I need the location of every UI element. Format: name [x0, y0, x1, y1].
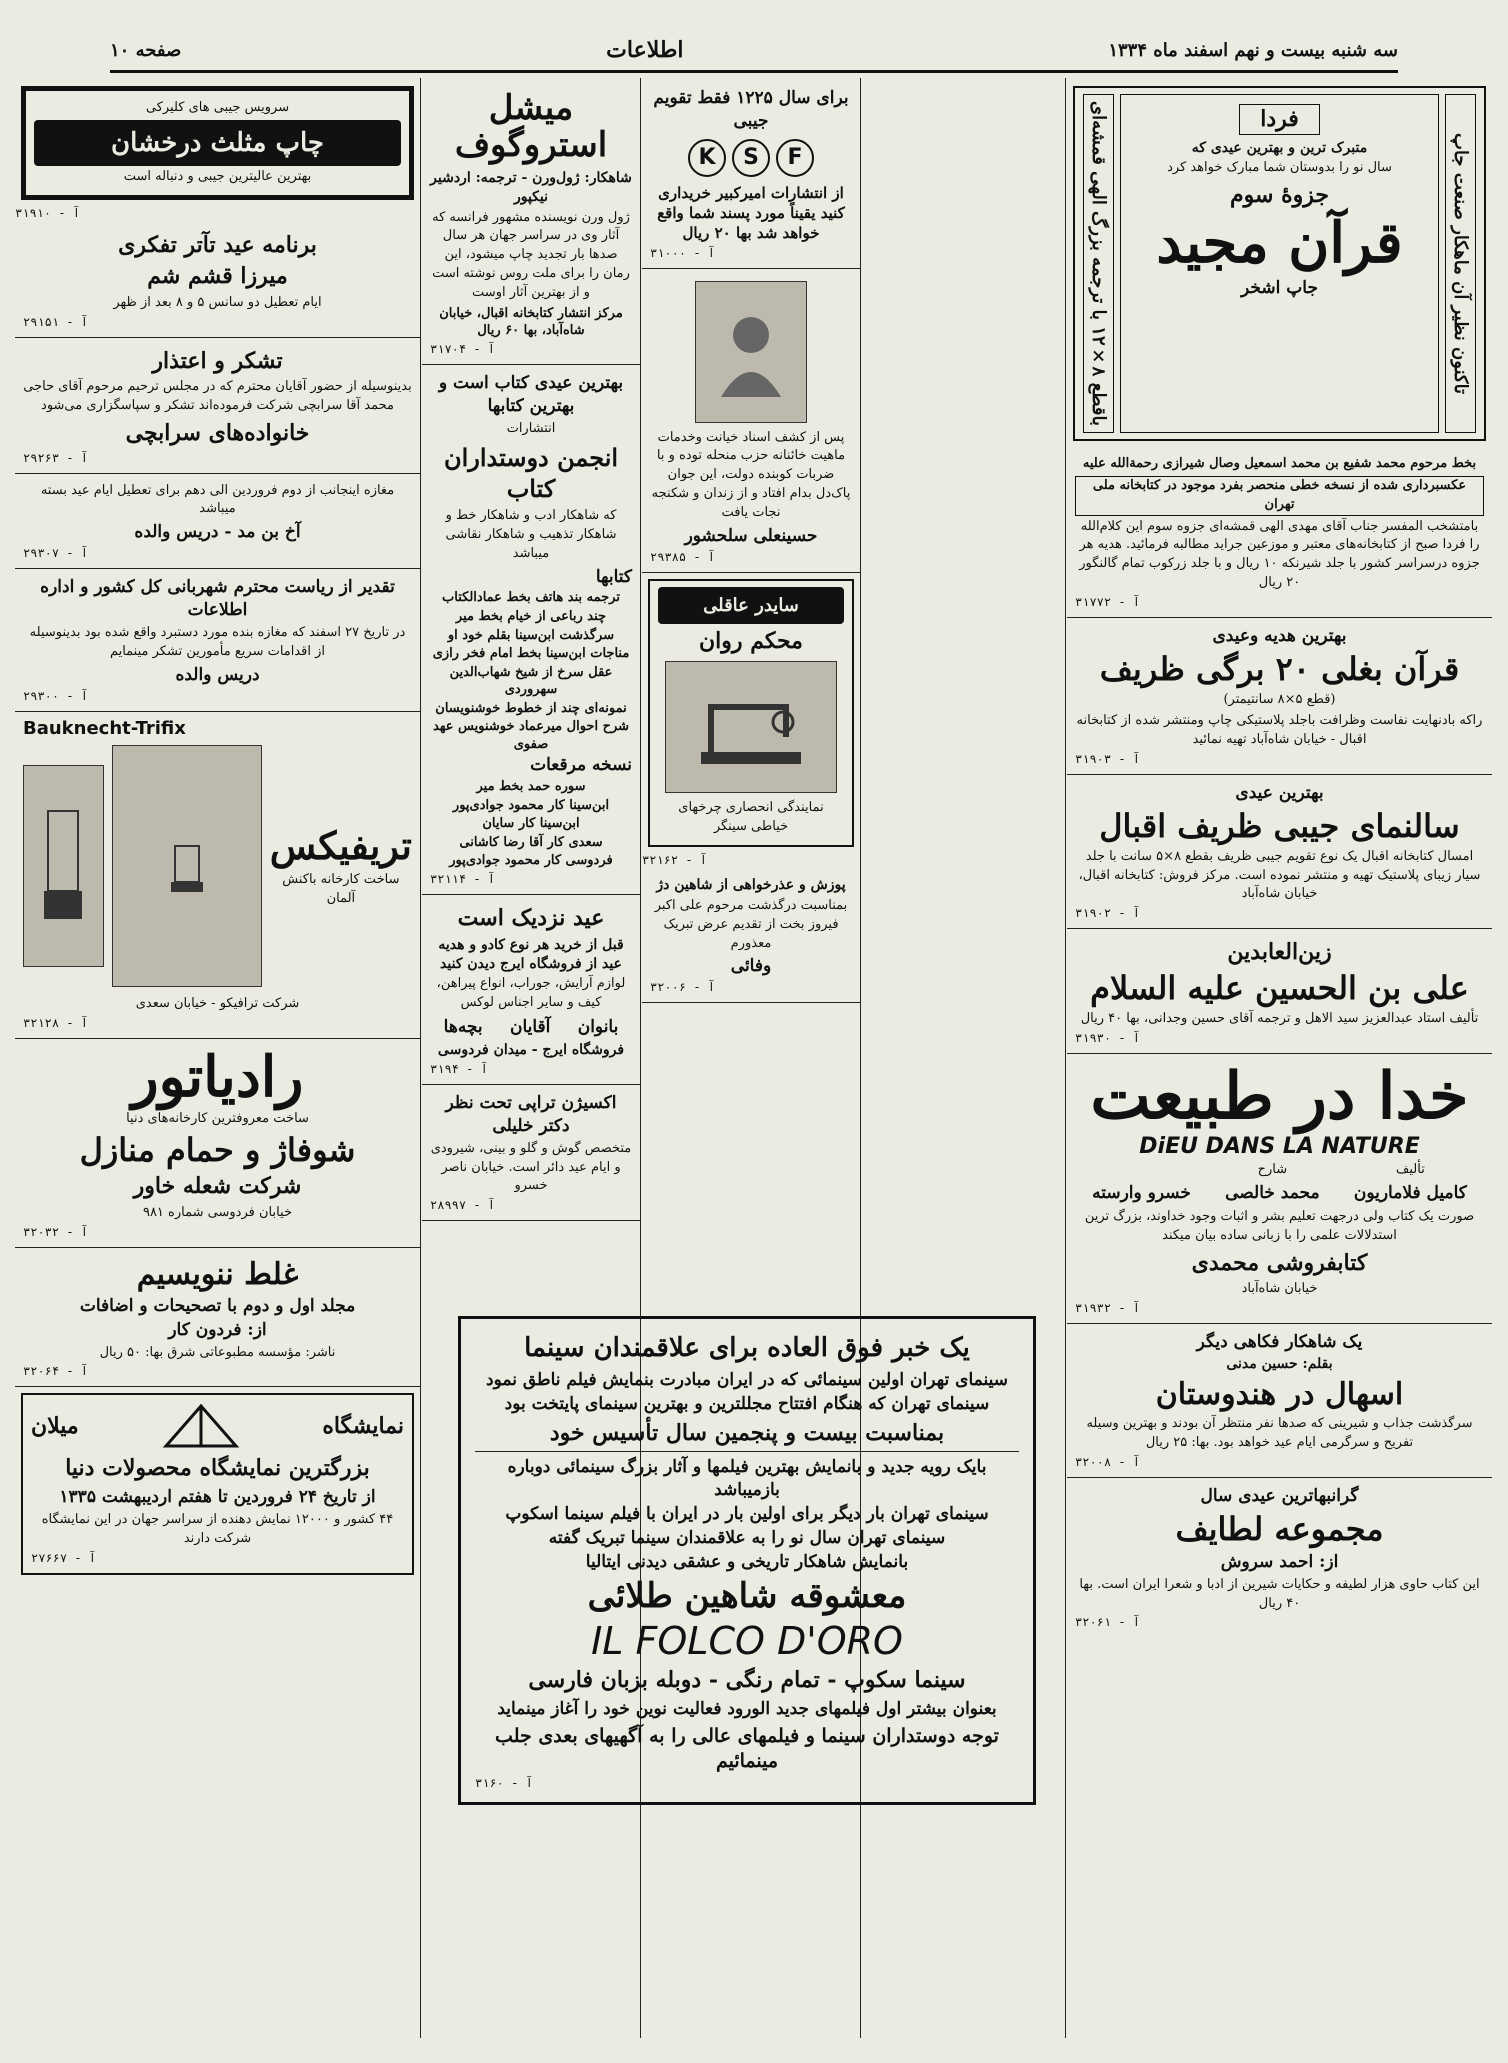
quran-body: بامتشخب المفسر جناب آقای مهدی الهی قمشه‌ای جزوه سوم این کلام‌الله را فردا صبح از کتابخانه‌های معتبر و موزعین جراید مطالبه فرمائید. هدیه هر جزوه درسراسر کشور با جلد شیرنکه ۱۰ ریال و با جلد زرکوب تمام گالنگور ۲۰ ریال [1079, 518, 1480, 591]
quran-side-left: باقطع ۸×۱۲ با ترجمه بزرگ الهی قمشه‌ای [1083, 94, 1114, 433]
gratitude-ad [15, 569, 420, 712]
cinema-line: بمناسبت بیست و پنجمین سال تأسیس خود [549, 1419, 945, 1446]
eid-ad [422, 895, 640, 1085]
milan-right: نمایشگاه [322, 1413, 404, 1440]
gratitude-sign: دریس والده [175, 664, 260, 685]
quran-side-right: تاکنون نظیر آن ماهکار صنعت جاپ [1445, 94, 1476, 433]
ad-code: آ - ۳۱۶۰ [475, 1776, 533, 1791]
ad-code: آ - ۳۲۰۶۱ [1075, 1615, 1141, 1630]
cinema-format: سینما سکوپ - تمام رنگی - دوبله بزبان فارسی [528, 1667, 966, 1694]
ad-code: آ - ۲۹۲۶۳ [23, 450, 89, 465]
god-nature-author: کامیل فلاماریون [1353, 1183, 1467, 1204]
quran-intro: متبرک ترین و بهترین عیدی که [1191, 139, 1368, 156]
ad-code: آ - ۳۲۱۱۴ [430, 872, 496, 887]
ghalat-ad [15, 1248, 420, 1388]
kitab-item: مناجات ابن‌سینا بخط امام فخر رازی [432, 646, 630, 662]
quran-ad [1073, 86, 1486, 441]
kitab-item: عقل سرخ از شیخ شهاب‌الدین سهروردی [449, 664, 613, 698]
michel-body: ژول ورن نویسنده مشهور فرانسه که آثار وی در سراسر جهان هر سال صدها بار تجدید چاپ میشود، این رمان را برای ملت روس نوشته است و از بهترین آثار اوست [432, 209, 630, 300]
ad-code: آ - ۳۲۰۳۲ [23, 1224, 89, 1239]
thanks-sign: خانواده‌های سرابچی [125, 420, 310, 446]
cinema-line: بانمایش شاهکار تاریخی و عشقی دیدنی ایتالیا [585, 1552, 909, 1573]
kitab-item: فردوسی کار محمود جوادی‌پور [449, 853, 613, 869]
anthology-body: این کتاب حاوی هزار لطیفه و حکایات شیرین از ادبا و شعرا ایران است. بها ۴۰ ریال [1079, 1576, 1480, 1611]
apology-ad [642, 869, 860, 1003]
ad-code: آ - ۳۱۰۰۰ [650, 245, 716, 260]
radiator-address: خیابان فردوسی شماره ۹۸۱ [142, 1204, 293, 1220]
kitab-label: انتشارات [506, 420, 556, 436]
radiator-ad [15, 1039, 420, 1248]
kitab-item: سعدی کار آقا رضا کاشانی [459, 834, 603, 850]
milan-date: از تاریخ ۲۴ فروردین تا هفتم اردیبهشت ۱۳۳۵ [59, 1486, 376, 1507]
program-name: میرزا قشم شم [147, 263, 288, 290]
kitab-item: چند رباعی از خیام بخط میر [455, 608, 607, 624]
cinema-line: سینمای تهران اولین سینمائی که در ایران مبادرت بنمایش فیلم ناطق نمود [486, 1369, 1008, 1390]
person-icon [716, 307, 786, 397]
anthology-author: از: احمد سروش [1220, 1551, 1339, 1572]
milan-title: بزرگترین نمایشگاه محصولات دنیا [65, 1455, 370, 1482]
bauknecht-company: شرکت ترافیکو - خیابان سعدی [135, 995, 300, 1011]
quran-sub: جاپ اشخر [1241, 277, 1318, 298]
apology-body: بمناسبت درگذشت مرحوم علی اکبر فیروز بخت از تقدیم عرض تبریک معذورم [654, 897, 848, 951]
kitab-item: سرگذشت ابن‌سینا بقلم خود او [447, 627, 615, 643]
pocket-quran-kicker: بهترین هدیه وعیدی [1212, 625, 1347, 646]
ad-code: آ - ۳۱۹۳۲ [1075, 1301, 1141, 1316]
god-nature-pub: کتابفروشی محمدی [1191, 1249, 1368, 1276]
calendar-title: برای سال ۱۲۲۵ فقط تقویم جیبی [653, 88, 849, 131]
calendar-body: از انتشارات امیرکبیر خریداری کنید یقیناً مورد پسند شما واقع خواهد شد بها ۲۰ ریال [657, 183, 845, 243]
bauknecht-brand: Bauknecht-Trifix [23, 717, 186, 739]
kitab-item: ترجمه بند هاتف بخط عمادالکتاب [442, 590, 620, 606]
ghalat-title: غلط ننویسیم [136, 1256, 299, 1292]
cinema-title: یک خبر فوق العاده برای علاقمندان سینما [524, 1333, 970, 1363]
apology-title: پوزش و عذرخواهی از شاهین دژ [656, 877, 846, 894]
ad-code: آ - ۳۱۹۳۰ [1075, 1030, 1141, 1045]
hindustan-ad [1067, 1324, 1492, 1478]
radiator-company: شرکت شعله خاور [133, 1173, 302, 1200]
ad-code: آ - ۳۱۹۰۲ [1075, 906, 1141, 921]
anthology-title: مجموعه لطایف [1175, 1509, 1384, 1548]
god-nature-translator: محمد خالصی [1225, 1183, 1320, 1204]
cinema-film-latin: IL FOLCO D'ORO [591, 1619, 903, 1664]
milan-left: میلان [31, 1413, 79, 1440]
god-nature-label: تألیف [1395, 1162, 1425, 1178]
zeyn-kicker: زین‌العابدین [1227, 939, 1332, 966]
blender-illustration [23, 765, 104, 967]
column-right [1067, 80, 1492, 1637]
eid-title: عید نزدیک است [457, 905, 605, 932]
ad-code: آ - ۲۹۱۵۱ [23, 314, 89, 329]
quran-part: جزوهٔ سوم [1230, 182, 1329, 209]
michel-pub: مرکز انتشار کتابخانه اقبال، خیابان شاه‌آباد، بها ۶۰ ریال [439, 305, 623, 339]
fair-logo-icon [161, 1401, 241, 1451]
ghalat-sub: مجلد اول و دوم با تصحیحات و اضافات [79, 1295, 356, 1316]
eid-label: بچه‌ها [443, 1017, 483, 1038]
zeyn-body: تألیف استاد عبدالعزیز سید الاهل و ترجمه آقای حسین وجدانی، بها ۴۰ ریال [1080, 1011, 1479, 1027]
hindustan-title: اسهال در هندوستان [1155, 1377, 1404, 1412]
singer-caption: نمایندگی انحصاری چرخهای خیاطی سینگر [678, 800, 824, 835]
kitab-item: ابن‌سینا کار محمود جوادی‌پور [452, 797, 610, 813]
closure-name: آخ بن مد - دریس والده [134, 522, 301, 543]
gratitude-body: در تاریخ ۲۷ اسفند که مغازه بنده مورد دستبرد واقع شده بود بدینوسیله از اقدامات سریع مأمورین تشکر مینمایم [29, 625, 406, 659]
calendar-logo-letter: S [732, 139, 770, 177]
quran-intro2: سال نو را بدوستان شما مبارک خواهد کرد [1167, 160, 1392, 176]
header-date: سه شنبه بیست و نهم اسفند ماه ۱۳۳۴ [1108, 39, 1398, 61]
almanac-title: سالنمای جیبی ظریف اقبال [1099, 806, 1460, 845]
ad-code: آ - ۳۲۰۶۴ [23, 1364, 89, 1379]
cinema-line: سینمای تهران بار دیگر برای اولین بار در ایران با فیلم سینما اسکوپ [505, 1504, 989, 1525]
column-rule [420, 78, 421, 2038]
khalili-ad [422, 1085, 640, 1221]
kitab-intro: که شاهکار ادب و شاهکار خط و شاهکار تذهیب و شاهکار نقاشی میباشد [445, 507, 617, 561]
obit-ad [642, 269, 860, 573]
quran-title: قرآن مجید [1156, 209, 1403, 276]
calendar-ad [642, 80, 860, 269]
header-page: صفحه ۱۰ [110, 39, 182, 61]
anthology-ad [1067, 1478, 1492, 1638]
portrait-photo [695, 281, 807, 423]
hindustan-kicker: یک شاهکار فکاهی دیگر [1196, 1332, 1363, 1353]
mixer-icon [157, 836, 217, 896]
hindustan-author: بقلم: حسین مدنی [1226, 1356, 1333, 1373]
ad-code: آ - ۳۲۰۰۸ [1075, 1454, 1141, 1469]
header-paper: اطلاعات [606, 37, 684, 63]
khalili-title: اکسیژن تراپی تحت نظر دکتر خلیلی [445, 1092, 617, 1136]
program-title: برنامه عید تآتر تفکری [118, 231, 317, 258]
quran-credit: بخط مرحوم محمد شفیع بن محمد اسمعیل وصال شیرازی رحمة‌الله علیه [1082, 456, 1477, 472]
god-nature-translator: خسرو وارسته [1092, 1183, 1191, 1204]
khalili-body: متخصص گوش و گلو و بینی، شیرودی و ایام عید دائر است. خیابان ناصر خسرو [430, 1140, 632, 1194]
hindustan-body: سرگذشت جذاب و شیرینی که صدها نفر منتظر آن بودند و بهترین وسیله تفریح و سرگرمی ایام عید خواهد بود. بها: ۲۵ ریال [1086, 1416, 1473, 1450]
cinema-foot: توجه دوستداران سینما و فیلمهای عالی را به آگهیهای بعدی جلب مینمائیم [495, 1724, 999, 1772]
cinema-line: سینمای تهران سال نو را به علاقمندان سینما تبریک گفته [548, 1528, 946, 1549]
ad-code: آ - ۲۹۳۸۵ [650, 549, 716, 564]
michel-ad [422, 80, 640, 365]
obit-name: حسینعلی سلحشور [684, 525, 818, 546]
cinema-after: بعنوان بیشتر اول فیلمهای جدید الورود فعالیت نوین خود را آغاز مینماید [497, 1698, 997, 1719]
pocket-quran-title: قرآن بغلی ۲۰ برگی ظریف [1099, 649, 1460, 688]
ad-code: آ - ۳۲۰۰۶ [650, 980, 716, 995]
eid-label: بانوان [577, 1017, 619, 1038]
kitab-ad [422, 365, 640, 895]
almanac-kicker: بهترین عیدی [1235, 782, 1324, 803]
god-nature-addr: خیابان شاه‌آباد [1241, 1281, 1318, 1297]
god-nature-ad [1067, 1054, 1492, 1324]
kitab-item: ابن‌سینا کار سایان [482, 816, 580, 832]
pocket-quran-size: (قطع ۵×۸ سانتیمتر) [1223, 692, 1336, 708]
eid-body: قبل از خرید هر نوع کادو و هدیه عید از فروشگاه ایرج دیدن کنید [438, 936, 624, 972]
bauknecht-text: ساخت کارخانه باکنش آلمان [282, 871, 400, 906]
god-nature-latin: DiEU DANS LA NATURE [1139, 1134, 1420, 1160]
kitab-item: نمونه‌ای چند از خطوط خوشنویسان [435, 700, 627, 716]
ad-code: آ - ۳۲۱۲۸ [23, 1015, 89, 1030]
ad-code: آ - ۳۱۹۴ [430, 1061, 488, 1076]
ad-code: آ - ۲۸۹۹۷ [430, 1198, 496, 1213]
calendar-logo-letter: F [776, 139, 814, 177]
chap-ad [21, 86, 414, 200]
kitab-org: انجمن دوستداران کتاب [443, 442, 619, 503]
singer-ad [648, 579, 854, 847]
eid-detail: لوازم آرایش، جوراب، انواع پیراهن، کیف و سایر اجناس لوکس [436, 976, 626, 1011]
almanac-body: امسال کتابخانه اقبال یک نوع تقویم جیبی ظریف بقطع ۸×۵ سانت با جلد سیار زیبای پلاستیک تهیه و منتشر نموده است. مرکز فروش: کتابخانه اقبال، خیابان شاه‌آباد [1078, 848, 1481, 902]
woman-with-mixer-illustration [112, 745, 262, 987]
cinema-ad [452, 1310, 1042, 1811]
chap-title: چاپ مثلث درخشان [34, 120, 401, 166]
ghalat-author: از: فردون کار [168, 1319, 267, 1340]
cinema-line: سینمای تهران که هنگام افتتاح مجللترین و بهترین سینمای پایتخت بود [504, 1393, 990, 1414]
zeyn-ad [1067, 929, 1492, 1054]
column-mid-left [422, 80, 640, 1221]
gratitude-title: تقدیر از ریاست محترم شهربانی کل کشور و اداره اطلاعات [40, 577, 395, 621]
ad-code: آ - ۲۹۳۰۰ [23, 688, 89, 703]
program-ad [15, 222, 420, 338]
sewing-machine-illustration [665, 661, 837, 793]
blender-icon [38, 806, 88, 926]
ghalat-publisher: ناشر: مؤسسه مطبوعاتی شرق بها: ۵۰ ریال [99, 1344, 336, 1360]
eid-label: آقایان [509, 1017, 551, 1038]
page-header [110, 30, 1398, 73]
thanks-body: بدینوسیله از حضور آقایان محترم که در مجلس ترحیم مرحوم آقای حاجی محمد آقا سرابچی شرکت فرموده‌اند تشکر و سپاسگزاری می‌شود [23, 379, 412, 414]
calendar-logo-letter: K [688, 139, 726, 177]
singer-title: سایدر عاقلی [658, 587, 844, 624]
michel-sub: شاهکار: ژول‌ورن - ترجمه: اردشیر نیکپور [430, 169, 632, 205]
eid-shop: فروشگاه ایرج - میدان فردوسی [437, 1042, 625, 1059]
quran-details [1067, 447, 1492, 618]
michel-title: میشل استروگوف [454, 88, 608, 166]
cinema-line: بایک رویه جدید و بانمایش بهترین فیلمها و آثار بزرگ سینمائی دوباره بازمیباشد [507, 1457, 987, 1501]
column-left [15, 80, 420, 1581]
ad-code: آ - ۲۹۳۰۷ [23, 546, 89, 561]
singer-sub: محکم روان [699, 627, 803, 654]
milan-body: ۴۴ کشور و ۱۲۰۰۰ نمایش دهنده از سراسر جهان در این نمایشگاه شرکت دارند [41, 1511, 394, 1546]
quran-note: عکسبرداری شده از نسخه خطی منحصر بفرد موجود در کتابخانه ملی تهران [1075, 476, 1484, 516]
ad-code: آ - ۳۱۷۷۲ [1075, 594, 1141, 609]
sewing-machine-icon [691, 682, 811, 772]
kitab-title: بهترین عیدی کتاب است و بهترین کتابها [438, 372, 624, 416]
obit-body: پس از کشف اسناد خیانت وخدمات ماهیت خائنانه حزب منحله توده و با ضربات کوبنده دولت، این جوان پاک‌دل بدام افتاد و از زندان و شکنجه نجات یافت [651, 429, 851, 520]
pocket-quran-ad [1067, 618, 1492, 775]
thanks-title: تشکر و اعتذار [152, 347, 283, 374]
kitab-section: کتابها [595, 566, 632, 587]
almanac-ad [1067, 775, 1492, 930]
ad-code: آ - ۲۷۶۶۷ [31, 1550, 97, 1565]
ad-code: آ - ۳۱۹۱۰ [15, 205, 81, 220]
chap-sub: بهترین عالیترین جیبی و دنباله است [123, 168, 312, 184]
radiator-title: رادیاتور [131, 1043, 304, 1110]
column-mid-right [642, 80, 860, 1003]
cinema-film: معشوقه شاهین طلائی [587, 1575, 907, 1616]
god-nature-body: صورت یک کتاب ولی درجهت تعلیم بشر و اثبات وجود خداوند، بزرگ ترین استدلالات علمی را با زبانی ساده بیان میکند [1084, 1209, 1475, 1243]
apology-sign: وفائی [730, 956, 772, 977]
ad-code: آ - ۳۱۹۰۳ [1075, 751, 1141, 766]
ad-code: آ - ۳۲۱۶۲ [642, 853, 708, 868]
chap-top: سرویس جیبی های کلیرکی [145, 100, 290, 115]
radiator-sub: ساخت معروفترین کارخانه‌های دنیا [126, 1111, 309, 1127]
thanks-ad [15, 338, 420, 474]
kitab-section: نسخه مرقعات [530, 755, 632, 776]
bauknecht-ad [15, 712, 420, 1039]
zeyn-title: علی بن الحسین علیه السلام [1090, 968, 1469, 1007]
closure-body: مغازه اینجانب از دوم فروردین الی دهم برای تعطیل ایام عید بسته میباشد [40, 482, 395, 517]
ad-code: آ - ۳۱۷۰۴ [430, 341, 496, 356]
column-rule [1065, 78, 1066, 2038]
bauknecht-fa: تریفیکس [269, 822, 412, 868]
milan-ad [21, 1393, 414, 1574]
quran-top: فردا [1239, 104, 1320, 135]
anthology-kicker: گرانبهاترین عیدی سال [1200, 1485, 1359, 1506]
god-nature-title: خدا در طبیعت [1090, 1058, 1469, 1134]
program-body: ایام تعطیل دو سانس ۵ و ۸ بعد از ظهر [113, 294, 322, 310]
radiator-title2: شوفاژ و حمام منازل [79, 1131, 356, 1169]
kitab-item: سوره حمد بخط میر [476, 779, 586, 795]
god-nature-label: شارح [1257, 1162, 1288, 1178]
kitab-item: شرح احوال میرعماد خوشنویس عهد صفوی [432, 719, 630, 752]
closure-ad [15, 474, 420, 570]
pocket-quran-body: راکه بادنهایت نفاست وظرافت باجلد پلاستیکی چاپ ومنتشر شده از کتابخانه اقبال - خیابان شاه‌آباد تهیه نمائید [1076, 712, 1483, 747]
